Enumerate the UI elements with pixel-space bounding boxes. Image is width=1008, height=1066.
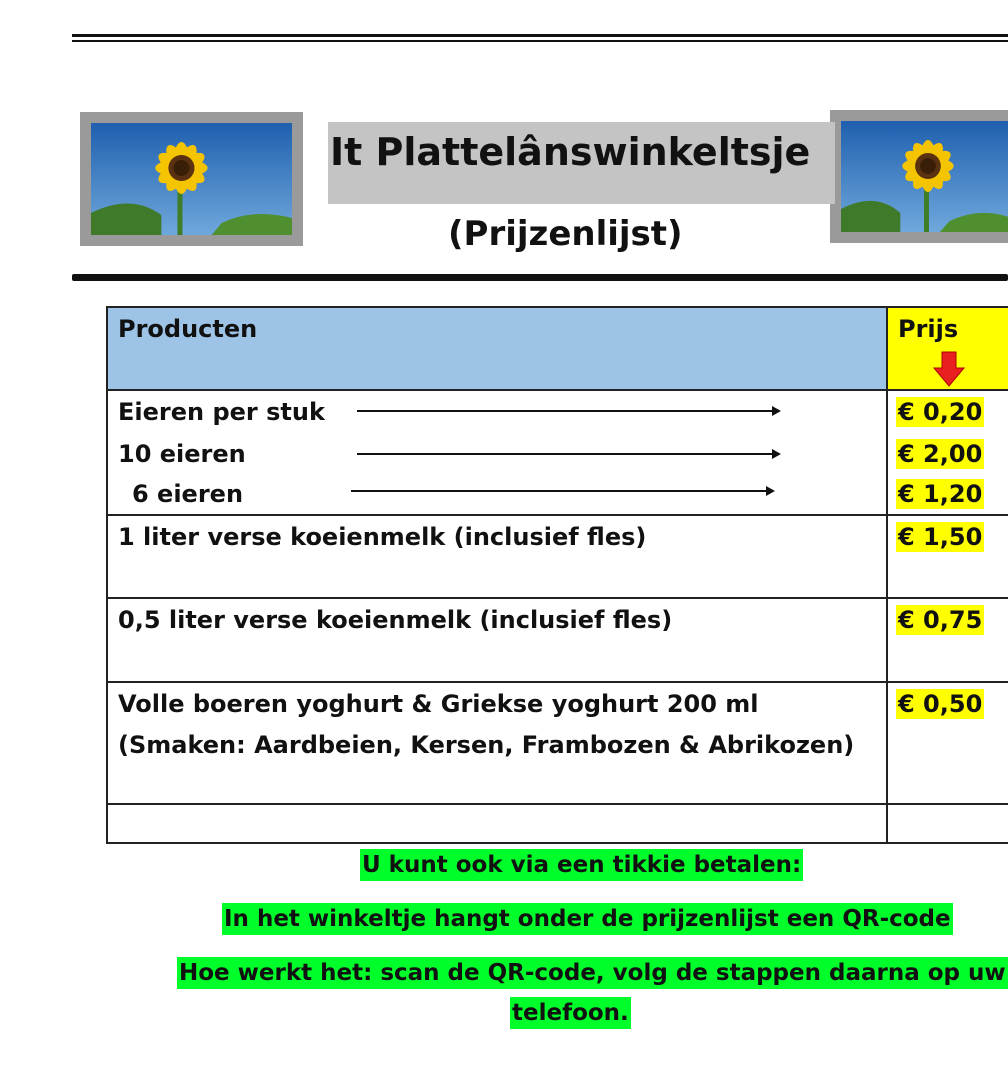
table-line xyxy=(106,306,1008,308)
column-header-products: Producten xyxy=(118,315,258,343)
product-yoghurt: Volle boeren yoghurt & Griekse yoghurt 200 ml xyxy=(118,690,759,718)
price-yoghurt: € 0,50 xyxy=(898,690,983,718)
product-eggs-6: 6 eieren xyxy=(132,480,244,508)
sunflower-icon xyxy=(841,121,1008,232)
price-eggs-6: € 1,20 xyxy=(898,480,983,508)
sunflower-photo-right xyxy=(830,110,1008,243)
table-line xyxy=(106,803,1008,805)
table-line xyxy=(106,842,1008,844)
sunflower-icon xyxy=(91,123,292,235)
table-line xyxy=(106,681,1008,683)
sunflower-photo-left xyxy=(80,112,303,246)
product-eggs-single: Eieren per stuk xyxy=(118,398,325,426)
right-arrow-icon xyxy=(351,490,773,492)
price-eggs-single: € 0,20 xyxy=(898,398,983,426)
top-double-rule xyxy=(72,34,1008,42)
note-qr-location: In het winkeltje hangt onder de prijzenlijst een QR-code xyxy=(222,903,953,935)
table-line xyxy=(106,597,1008,599)
product-yoghurt-flavours: (Smaken: Aardbeien, Kersen, Frambozen & Abrikozen) xyxy=(118,731,855,759)
right-arrow-icon xyxy=(357,453,779,455)
header-bottom-rule xyxy=(72,274,1008,281)
product-milk-05l: 0,5 liter verse koeienmelk (inclusief fles) xyxy=(118,606,673,634)
table-line xyxy=(886,306,888,844)
price-milk-1l: € 1,50 xyxy=(898,523,983,551)
price-eggs-10: € 2,00 xyxy=(898,440,983,468)
table-line xyxy=(106,306,108,844)
down-arrow-icon xyxy=(932,350,966,388)
product-eggs-10: 10 eieren xyxy=(118,440,246,468)
page-title: It Plattelânswinkeltsje xyxy=(330,130,811,174)
note-tikkie: U kunt ook via een tikkie betalen: xyxy=(360,849,803,881)
price-milk-05l: € 0,75 xyxy=(898,606,983,634)
product-milk-1l: 1 liter verse koeienmelk (inclusief fles) xyxy=(118,523,647,551)
column-header-price: Prijs xyxy=(898,315,959,343)
page-subtitle: (Prijzenlijst) xyxy=(448,214,683,254)
table-line xyxy=(106,389,1008,391)
note-how-it-works-cont: telefoon. xyxy=(510,997,631,1029)
note-how-it-works: Hoe werkt het: scan de QR-code, volg de stappen daarna op uw xyxy=(177,957,1008,989)
table-line xyxy=(106,514,1008,516)
right-arrow-icon xyxy=(357,410,779,412)
